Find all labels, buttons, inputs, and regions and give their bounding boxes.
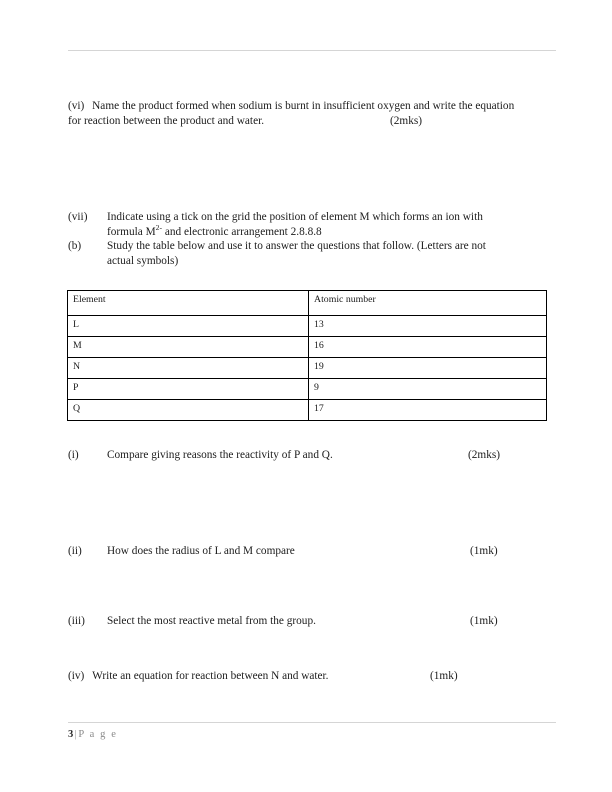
table-cell-element: Q xyxy=(68,400,309,421)
elements-table xyxy=(67,290,547,421)
question-iv-marks: (1mk) xyxy=(430,670,458,682)
table-cell-element: L xyxy=(68,316,309,337)
footer-separator: | xyxy=(74,729,77,740)
question-vi xyxy=(68,99,558,128)
footer-page-number: 3 xyxy=(68,729,74,740)
question-iv-text: Write an equation for reaction between N and water. xyxy=(92,670,329,682)
question-b xyxy=(68,239,558,268)
question-vi-line1: Name the product formed when sodium is burnt in insufficient oxygen and write the equation xyxy=(92,100,515,112)
footer-page-word: P a g e xyxy=(78,729,118,740)
question-iii-label: (iii) xyxy=(68,615,85,627)
question-iii-marks: (1mk) xyxy=(470,615,498,627)
table-cell-atomic-number: 13 xyxy=(309,316,547,337)
table-cell-atomic-number: 17 xyxy=(309,400,547,421)
question-vii-body xyxy=(107,210,558,239)
question-b-line1: Study the table below and use it to answer the questions that follow. (Letters are not xyxy=(107,240,486,252)
question-vii-line2 xyxy=(107,222,558,240)
question-vii-formula-charge: 2- xyxy=(155,222,163,232)
question-i-marks: (2mks) xyxy=(468,449,501,461)
question-i-text: Compare giving reasons the reactivity of P and Q. xyxy=(107,449,333,461)
question-vi-label: (vi) xyxy=(68,100,85,112)
table-header-element: Element xyxy=(68,291,309,316)
table-cell-atomic-number: 19 xyxy=(309,358,547,379)
question-iv xyxy=(68,669,558,684)
table-cell-atomic-number: 9 xyxy=(309,379,547,400)
question-b-body xyxy=(107,239,558,268)
table-row xyxy=(68,379,547,400)
table-row xyxy=(68,337,547,358)
question-vii-label: (vii) xyxy=(68,211,88,223)
page-footer xyxy=(68,729,117,740)
question-iii-text: Select the most reactive metal from the group. xyxy=(107,615,316,627)
question-b-line2: actual symbols) xyxy=(107,254,179,267)
question-vi-line2: for reaction between the product and water. xyxy=(68,114,265,127)
question-b-label: (b) xyxy=(68,240,82,252)
header-divider xyxy=(68,50,556,51)
table-header-row xyxy=(68,291,547,316)
question-ii-text: How does the radius of L and M compare xyxy=(107,545,295,557)
question-vii-line1: Indicate using a tick on the grid the position of element M which forms an ion with xyxy=(107,211,483,223)
question-ii-label: (ii) xyxy=(68,545,82,557)
question-vii-formula-pre: formula M xyxy=(107,225,156,238)
table-row xyxy=(68,400,547,421)
table-cell-element: N xyxy=(68,358,309,379)
question-vii-formula-post: and electronic arrangement 2.8.8.8 xyxy=(162,225,322,238)
question-vii xyxy=(68,210,558,239)
table-cell-element: P xyxy=(68,379,309,400)
table-row xyxy=(68,316,547,337)
table-row xyxy=(68,358,547,379)
question-iv-label: (iv) xyxy=(68,670,85,682)
table-cell-element: M xyxy=(68,337,309,358)
question-vi-marks: (2mks) xyxy=(390,114,423,127)
table-header-atomic-number: Atomic number xyxy=(309,291,547,316)
footer-divider xyxy=(68,722,556,723)
table-cell-atomic-number: 16 xyxy=(309,337,547,358)
question-ii-marks: (1mk) xyxy=(470,545,498,557)
question-i-label: (i) xyxy=(68,449,79,461)
